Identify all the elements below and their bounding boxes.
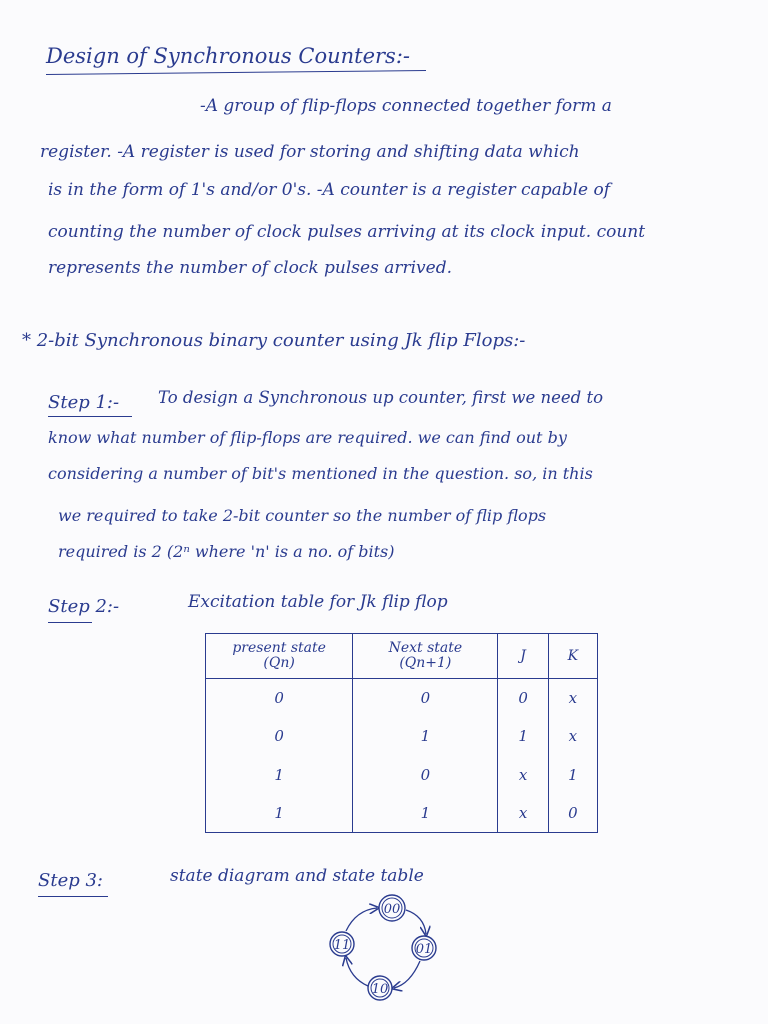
state-10 <box>368 976 392 1000</box>
page-title: Design of Synchronous Counters:- <box>46 44 410 68</box>
state-01-label: 01 <box>415 942 433 957</box>
step1-line-1: To design a Synchronous up counter, first we need to <box>158 388 604 407</box>
step3-underline <box>38 896 108 897</box>
step2-label: Step 2:- <box>48 596 120 617</box>
step2-text: Excitation table for Jk flip flop <box>188 592 448 612</box>
step1-line-5: required is 2 (2ⁿ where 'n' is a no. of bits) <box>58 542 395 561</box>
state-diagram <box>320 888 460 1008</box>
cell-qn: 1 <box>206 755 353 793</box>
table-row <box>206 794 598 833</box>
step1-underline <box>48 416 132 417</box>
cell-k: x <box>548 717 597 755</box>
cell-j: x <box>498 755 548 793</box>
step3-text: state diagram and state table <box>170 866 424 886</box>
cell-qn1: 0 <box>353 755 498 793</box>
cell-j: 0 <box>498 679 548 718</box>
header-present-bottom: (Qn) <box>263 655 295 671</box>
intro-line-3: is in the form of 1's and/or 0's. -A counter is a register capable of <box>48 180 611 200</box>
cell-qn: 0 <box>206 679 353 718</box>
state-01 <box>412 936 436 960</box>
title-underline <box>46 70 426 75</box>
excitation-table <box>205 633 598 833</box>
cell-k: 1 <box>548 755 597 793</box>
intro-line-4: counting the number of clock pulses arriving at its clock input. count <box>48 222 646 242</box>
step1-line-2: know what number of flip-flops are required. we can find out by <box>48 428 567 447</box>
cell-j: 1 <box>498 717 548 755</box>
header-next-state <box>353 634 498 679</box>
arrow-00-to-01 <box>406 910 426 934</box>
step1-label: Step 1:- <box>48 392 120 413</box>
arrow-01-to-10 <box>394 961 420 988</box>
header-next-bottom: (Qn+1) <box>399 655 452 671</box>
step2-underline <box>48 622 92 623</box>
header-present-top: present state <box>232 640 326 656</box>
step1-line-3: considering a number of bit's mentioned in the question. so, in this <box>48 464 593 483</box>
state-00 <box>379 895 405 921</box>
cell-qn: 0 <box>206 717 353 755</box>
state-11-label: 11 <box>333 938 351 953</box>
intro-line-2: register. -A register is used for storing and shifting data which <box>40 142 580 162</box>
cell-k: 0 <box>548 794 597 833</box>
step3-label: Step 3: <box>38 870 103 891</box>
cell-qn: 1 <box>206 794 353 833</box>
table-row <box>206 755 598 793</box>
cell-k: x <box>548 679 597 718</box>
section-heading: * 2-bit Synchronous binary counter using Jk flip Flops:- <box>22 330 526 351</box>
state-10-label: 10 <box>371 982 389 997</box>
header-next-top: Next state <box>388 640 463 656</box>
table-row <box>206 679 598 718</box>
state-00-label: 00 <box>383 902 401 917</box>
header-j: J <box>498 634 548 679</box>
header-present-state <box>206 634 353 679</box>
step1-line-4: we required to take 2-bit counter so the number of flip flops <box>58 506 547 525</box>
state-11 <box>330 932 354 956</box>
cell-qn1: 1 <box>353 717 498 755</box>
table-header-row <box>206 634 598 679</box>
cell-qn1: 1 <box>353 794 498 833</box>
arrow-11-to-00 <box>346 908 377 931</box>
intro-line-1: -A group of flip-flops connected together form a <box>200 96 612 116</box>
table-row <box>206 717 598 755</box>
arrow-10-to-11 <box>346 958 368 986</box>
cell-j: x <box>498 794 548 833</box>
header-k: K <box>548 634 597 679</box>
intro-line-5: represents the number of clock pulses arrived. <box>48 258 452 278</box>
cell-qn1: 0 <box>353 679 498 718</box>
